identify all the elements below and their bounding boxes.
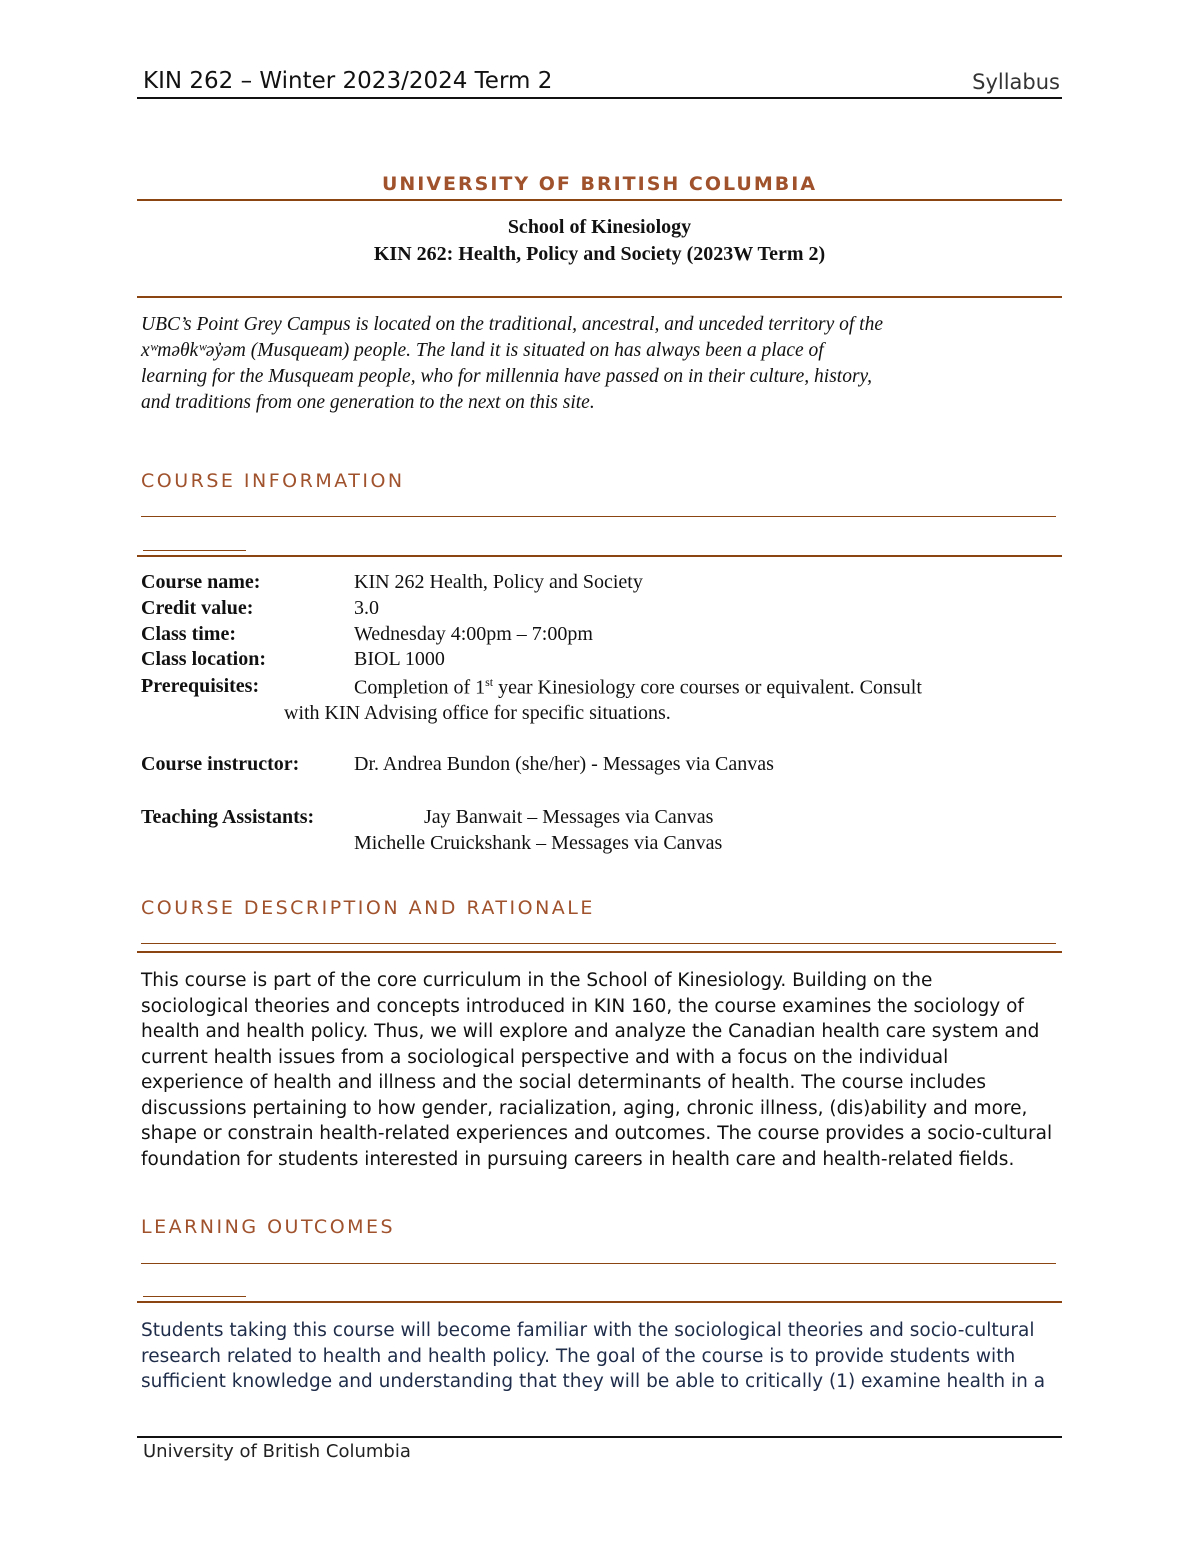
section-underline bbox=[141, 1263, 1056, 1264]
university-title: UNIVERSITY OF BRITISH COLUMBIA bbox=[381, 173, 818, 195]
ack-line: learning for the Musqueam people, who for millennia have passed on in their culture, history, bbox=[141, 366, 872, 387]
class-location-value: BIOL 1000 bbox=[354, 648, 445, 670]
section-underline-short bbox=[143, 550, 246, 551]
section-underline-short bbox=[143, 1296, 246, 1297]
prereq-text: Completion of 1 bbox=[354, 676, 486, 699]
header-doc-type: Syllabus bbox=[972, 70, 1060, 94]
teaching-assistants-label: Teaching Assistants: bbox=[141, 806, 315, 828]
section-underline bbox=[141, 943, 1056, 944]
title-rule-bottom bbox=[137, 296, 1062, 298]
ack-line: and traditions from one generation to the next on this site. bbox=[141, 392, 595, 413]
credit-label: Credit value: bbox=[141, 597, 254, 619]
description-line: This course is part of the core curriculum in the School of Kinesiology. Building on the bbox=[141, 970, 933, 991]
description-line: shape or constrain health-related experiences and outcomes. The course provides a socio-cultural bbox=[141, 1123, 1053, 1144]
outcomes-line: sufficient knowledge and understanding that they will be able to critically (1) examine health in a bbox=[141, 1371, 1046, 1392]
prerequisites-label: Prerequisites: bbox=[141, 675, 260, 697]
section-rule bbox=[137, 951, 1062, 953]
description-line: health and health policy. Thus, we will explore and analyze the Canadian health care system and bbox=[141, 1021, 1040, 1042]
section-heading-course-info: COURSE INFORMATION bbox=[141, 470, 405, 492]
description-line: discussions pertaining to how gender, racialization, aging, chronic illness, (dis)ability and more, bbox=[141, 1097, 1028, 1119]
prerequisites-value-line2: with KIN Advising office for specific situations. bbox=[284, 702, 671, 724]
class-time-label: Class time: bbox=[141, 623, 236, 645]
course-description bbox=[141, 968, 1061, 1172]
course-name-label: Course name: bbox=[141, 571, 261, 593]
ack-line: UBC’s Point Grey Campus is located on the traditional, ancestral, and unceded territory of the bbox=[141, 314, 884, 335]
outcomes-line: Students taking this course will become familiar with the sociological theories and socio-cultural bbox=[141, 1320, 1035, 1341]
header-rule bbox=[137, 97, 1062, 99]
description-line: experience of health and illness and the social determinants of health. The course includes bbox=[141, 1072, 986, 1093]
footer-rule bbox=[137, 1436, 1062, 1438]
header-course-term: KIN 262 – Winter 2023/2024 Term 2 bbox=[143, 68, 553, 94]
ack-line: xʷməθkʷəy̓əm (Musqueam) people. The land it is situated on has always been a place of bbox=[141, 340, 824, 361]
outcomes-line: research related to health and health policy. The goal of the course is to provide students with bbox=[141, 1345, 1016, 1367]
teaching-assistant-1: Jay Banwait – Messages via Canvas bbox=[424, 806, 714, 828]
instructor-value: Dr. Andrea Bundon (she/her) - Messages via Canvas bbox=[354, 753, 774, 775]
section-heading-outcomes: LEARNING OUTCOMES bbox=[141, 1216, 396, 1238]
prereq-superscript: st bbox=[485, 675, 494, 689]
course-title: KIN 262: Health, Policy and Society (2023W Term 2) bbox=[373, 243, 826, 265]
description-line: sociological theories and concepts introduced in KIN 160, the course examines the sociology of bbox=[141, 995, 1024, 1017]
footer-university: University of British Columbia bbox=[143, 1441, 411, 1462]
land-acknowledgement bbox=[141, 312, 1061, 416]
credit-value: 3.0 bbox=[354, 597, 379, 619]
description-line: foundation for students interested in pursuing careers in health care and health-related fields. bbox=[141, 1148, 1015, 1170]
course-name-value: KIN 262 Health, Policy and Society bbox=[354, 571, 643, 593]
teaching-assistant-2: Michelle Cruickshank – Messages via Canvas bbox=[354, 832, 723, 854]
instructor-label: Course instructor: bbox=[141, 753, 300, 775]
section-rule bbox=[137, 1301, 1062, 1303]
school-name: School of Kinesiology bbox=[507, 216, 692, 238]
description-line: current health issues from a sociological perspective and with a focus on the individual bbox=[141, 1046, 949, 1068]
class-location-label: Class location: bbox=[141, 648, 266, 670]
prereq-text-rest: year Kinesiology core courses or equivalent. Consult bbox=[493, 676, 922, 699]
prerequisites-value bbox=[354, 675, 922, 700]
section-heading-description: COURSE DESCRIPTION AND RATIONALE bbox=[141, 897, 595, 919]
section-rule bbox=[137, 555, 1062, 557]
section-underline bbox=[141, 516, 1056, 517]
title-rule-top bbox=[137, 199, 1062, 201]
class-time-value: Wednesday 4:00pm – 7:00pm bbox=[354, 623, 593, 645]
learning-outcomes bbox=[141, 1318, 1061, 1395]
